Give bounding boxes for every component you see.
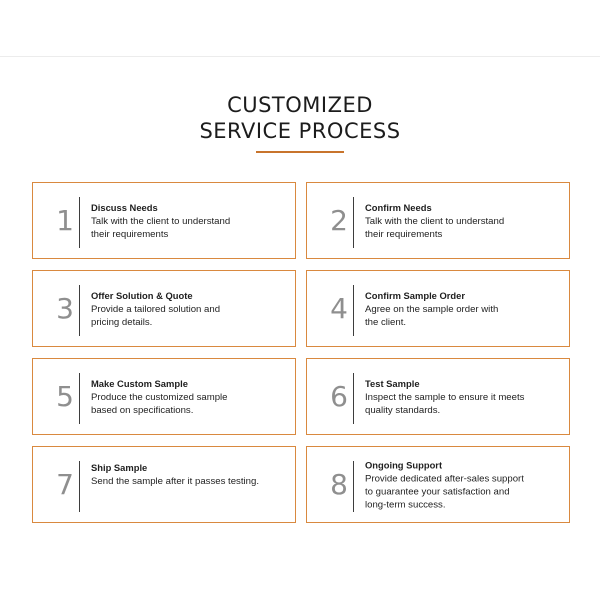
step-description: Provide dedicated after-sales support to guarantee your satisfaction and long-term success. (365, 473, 524, 510)
step-number: 5 (56, 379, 74, 413)
step-text (91, 377, 287, 417)
step-text (365, 377, 561, 417)
step-title: Ship Sample (91, 462, 148, 473)
step-divider (79, 461, 80, 512)
step-text (365, 458, 561, 511)
step-card-8 (306, 446, 570, 523)
step-card-1 (32, 182, 296, 259)
step-title: Make Custom Sample (91, 377, 188, 389)
step-number: 4 (330, 291, 348, 325)
page-title-line-1: CUSTOMIZED (227, 93, 373, 117)
step-title: Offer Solution & Quote (91, 289, 193, 301)
title-underline (256, 151, 344, 153)
step-description: Agree on the sample order with the client. (365, 303, 499, 328)
step-card-2 (306, 182, 570, 259)
step-description: Inspect the sample to ensure it meets quality standards. (365, 391, 525, 416)
step-number: 2 (330, 203, 348, 237)
step-divider (353, 461, 354, 512)
step-divider (353, 285, 354, 336)
step-text (91, 289, 287, 329)
top-divider (0, 56, 600, 57)
step-title: Confirm Needs (365, 201, 432, 213)
step-description: Send the sample after it passes testing. (91, 476, 259, 487)
step-divider (79, 285, 80, 336)
step-description: Provide a tailored solution and pricing details. (91, 303, 221, 328)
step-title: Ongoing Support (365, 459, 443, 470)
step-title: Confirm Sample Order (365, 289, 466, 301)
step-number: 7 (56, 467, 74, 501)
page-title (0, 92, 600, 144)
step-text (365, 201, 561, 241)
step-title: Test Sample (365, 377, 420, 389)
step-card-3 (32, 270, 296, 347)
step-card-5 (32, 358, 296, 435)
step-number: 8 (330, 467, 348, 501)
step-card-7 (32, 446, 296, 523)
step-title: Discuss Needs (91, 201, 158, 213)
step-divider (79, 373, 80, 424)
step-number: 1 (56, 203, 74, 237)
step-card-6 (306, 358, 570, 435)
step-number: 3 (56, 291, 74, 325)
step-divider (353, 197, 354, 248)
step-number: 6 (330, 379, 348, 413)
page-title-line-2: SERVICE PROCESS (199, 119, 401, 143)
step-text (365, 289, 561, 329)
step-description: Produce the customized sample based on specifications. (91, 391, 228, 416)
step-text (91, 201, 287, 241)
step-description: Talk with the client to understand their requirements (365, 215, 505, 240)
step-text (91, 461, 287, 488)
step-card-4 (306, 270, 570, 347)
step-divider (79, 197, 80, 248)
step-description: Talk with the client to understand their requirements (91, 215, 231, 240)
step-divider (353, 373, 354, 424)
